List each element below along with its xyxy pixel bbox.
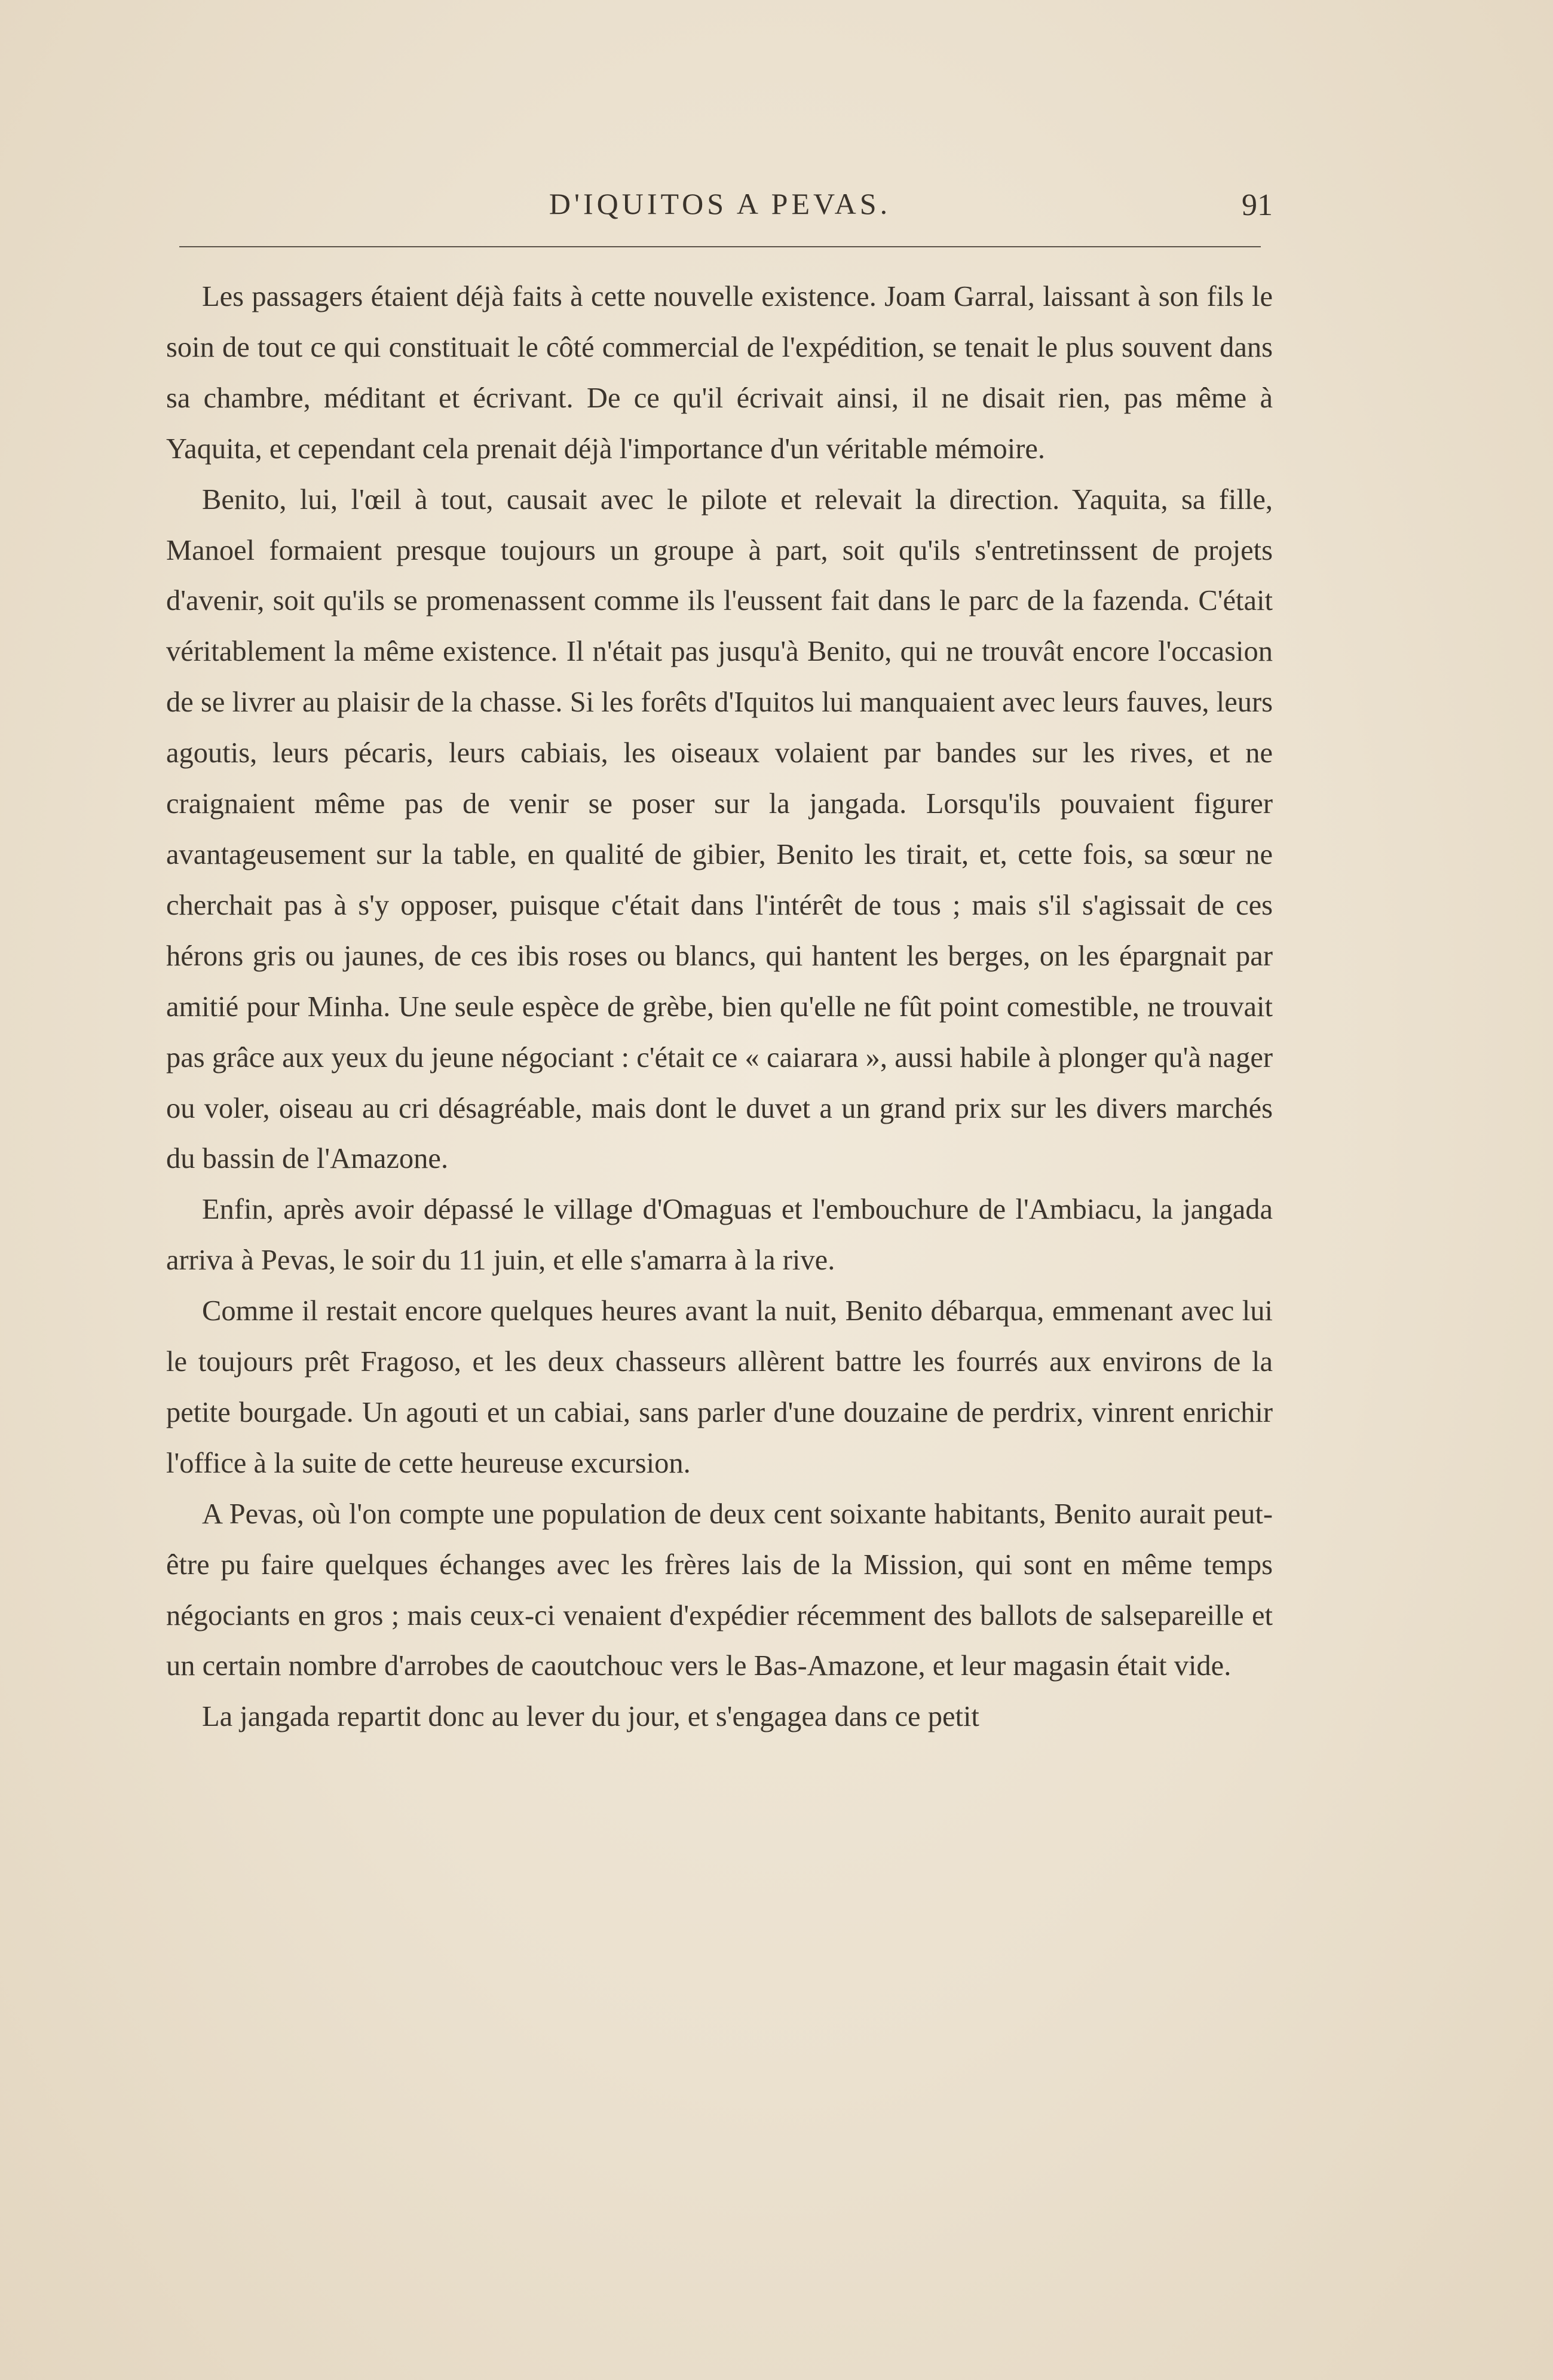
paragraph: Enfin, après avoir dépassé le village d'Omaguas et l'embouchure de l'Ambiacu, la jangada arriva à Pevas, le soir du 11 juin, et elle s'amarra à la rive. bbox=[166, 1194, 1273, 1277]
running-title: D'IQUITOS A PEVAS. bbox=[549, 187, 892, 220]
body-text bbox=[166, 272, 1273, 1743]
page-header bbox=[167, 179, 1273, 233]
header-rule bbox=[179, 246, 1261, 247]
paragraph: Benito, lui, l'œil à tout, causait avec le pilote et relevait la direction. Yaquita, sa fille, Manoel formaient presque toujours un groupe à part, soit qu'ils s'entretinssent de projets d'avenir, soit qu'ils se promenassent comme ils l'eussent fait dans le parc de la fazenda. C'était véritablement la même existence. Il n'était pas jusqu'à Benito, qui ne trouvât encore l'occasion de se livrer au plaisir de la chasse. Si les forêts d'Iquitos lui manquaient avec leurs fauves, leurs agoutis, leurs pécaris, leurs cabiais, les oiseaux volaient par bandes sur les rives, et ne craignaient même pas de venir se poser sur la jangada. Lorsqu'ils pouvaient figurer avantageusement sur la table, en qualité de gibier, Benito les tirait, et, cette fois, sa sœur ne cherchait pas à s'y opposer, puisque c'était dans l'intérêt de tous ; mais s'il s'agissait de ces hérons gris ou jaunes, de ces ibis roses ou blancs, qui hantent les berges, on les épargnait par amitié pour Minha. Une seule espèce de grèbe, bien qu'elle ne fût point comestible, ne trouvait pas grâce aux yeux du jeune négociant : c'était ce « caiarara », aussi habile à plonger qu'à nager ou voler, oiseau au cri désagréable, mais dont le duvet a un grand prix sur les divers marchés du bassin de l'Amazone. bbox=[166, 483, 1273, 1175]
paragraph: La jangada repartit donc au lever du jour, et s'engagea dans ce petit bbox=[202, 1701, 979, 1733]
page-number: 91 bbox=[1242, 188, 1273, 222]
paragraph: A Pevas, où l'on compte une population de deux cent soixante habitants, Benito aurait peut-être pu faire quelques échanges avec les frères lais de la Mission, qui sont en même temps négociants en gros ; mais ceux-ci venaient d'expédier récemment des ballots de salsepareille et un certain nombre d'arrobes de caoutchouc vers le Bas-Amazone, et leur magasin était vide. bbox=[166, 1498, 1273, 1682]
paragraph: Comme il restait encore quelques heures avant la nuit, Benito débarqua, emmenant avec lui le toujours prêt Fragoso, et les deux chasseurs allèrent battre les fourrés aux environs de la petite bourgade. Un agouti et un cabiai, sans parler d'une douzaine de perdrix, vinrent enrichir l'office à la suite de cette heureuse excursion. bbox=[166, 1295, 1273, 1479]
paragraph: Les passagers étaient déjà faits à cette nouvelle existence. Joam Garral, laissant à son fils le soin de tout ce qui constituait le côté commercial de l'expédition, se tenait le plus souvent dans sa chambre, méditant et écrivant. De ce qu'il écrivait ainsi, il ne disait rien, pas même à Yaquita, et cependant cela prenait déjà l'importance d'un véritable mémoire. bbox=[166, 281, 1273, 465]
